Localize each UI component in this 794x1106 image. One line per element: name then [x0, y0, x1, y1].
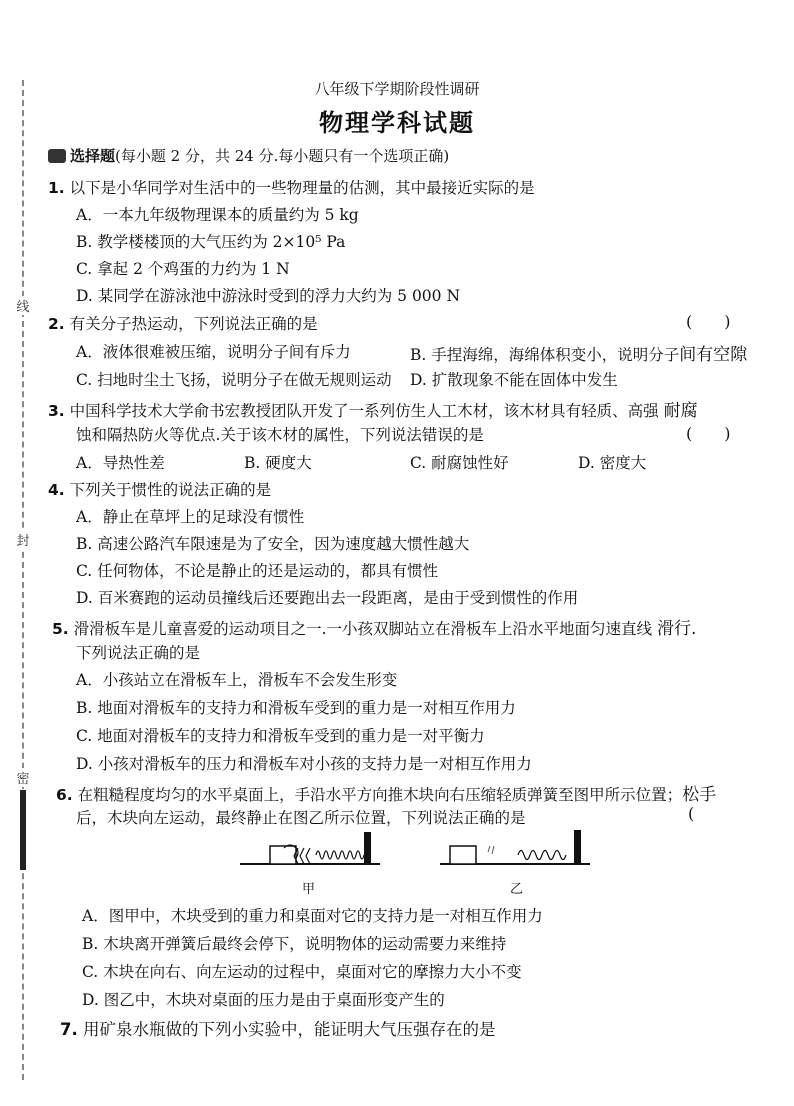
q4-option-a: A．静止在草坪上的足球没有惯性: [76, 508, 305, 526]
question-text: 用矿泉水瓶做的下列小实验中，能证明大气压强存在的是: [83, 1020, 496, 1039]
q6-option-b: B. 木块离开弹簧后最终会停下，说明物体的运动需要力来维持: [82, 935, 507, 953]
question-number: 6.: [56, 786, 73, 804]
q5-option-d: D. 小孩对滑板车的压力和滑板车对小孩的支持力是一对相互作用力: [76, 755, 532, 773]
binding-dashed-line: [22, 80, 24, 1080]
question-2-stem: [48, 312, 318, 334]
question-7-stem: [60, 1016, 496, 1040]
q6-answer-bracket: (: [688, 804, 695, 823]
question-text: 以下是小华同学对生活中的一些物理量的估测，其中最接近实际的是: [69, 179, 535, 197]
q6-option-d: D. 图乙中，木块对桌面的压力是由于桌面形变产生的: [82, 991, 445, 1009]
wall: [574, 830, 581, 864]
question-text: 滑滑板车是儿童喜爱的运动项目之一.一小孩双脚站立在滑板车上沿水平地面匀速直线: [73, 620, 653, 638]
question-text-bleed: 滑行.: [657, 619, 697, 639]
question-5-stem-line2: 下列说法正确的是: [76, 644, 201, 662]
compressed-spring: [316, 851, 364, 859]
section-title: 选择题: [70, 147, 116, 165]
wood-block: [270, 846, 296, 864]
q2-option-d: D. 扩散现象不能在固体中发生: [410, 371, 618, 389]
figure-label-jia: 甲: [302, 882, 316, 897]
question-text: 有关分子热运动，下列说法正确的是: [69, 315, 318, 333]
question-1-stem: [48, 176, 535, 198]
question-number: 2.: [48, 315, 65, 333]
question-text: 下列关于惯性的说法正确的是: [69, 481, 272, 499]
question-number: 7.: [60, 1020, 78, 1039]
wood-block: [450, 846, 476, 864]
figure-label-yi: 乙: [510, 882, 524, 897]
question-5-stem: [52, 614, 696, 639]
question-number: 5.: [52, 620, 69, 638]
question-3-stem-line2: 蚀和隔热防火等优点.关于该木材的属性，下列说法错误的是: [76, 426, 484, 444]
binding-mark-xian: 线: [14, 296, 32, 315]
q5-option-c: C. 地面对滑板车的支持力和滑板车受到的重力是一对平衡力: [76, 727, 485, 745]
section-heading: [48, 145, 449, 166]
q2-answer-bracket: ( ): [686, 312, 731, 331]
q3-option-d: D. 密度大: [578, 454, 647, 472]
binding-mark-feng: 封: [14, 530, 32, 549]
section-note: (每小题 2 分，共 24 分.每小题只有一个选项正确): [115, 147, 450, 165]
binding-mark-mi: 密: [14, 768, 32, 787]
relaxed-spring: [518, 851, 566, 860]
exam-title: 物理学科试题: [319, 108, 475, 137]
q3-answer-bracket: ( ): [686, 424, 731, 443]
question-number: 1.: [48, 179, 65, 197]
q1-option-c: C. 拿起 2 个鸡蛋的力约为 1 N: [76, 260, 290, 278]
q4-option-d: D. 百米赛跑的运动员撞线后还要跑出去一段距离，是由于受到惯性的作用: [76, 589, 579, 607]
q1-option-b: B. 教学楼楼顶的大气压约为 2×10⁵ Pa: [76, 233, 346, 251]
q4-option-b: B. 高速公路汽车限速是为了安全，因为速度越大惯性越大: [76, 535, 470, 553]
q3-option-b: B. 硬度大: [244, 454, 312, 472]
question-6-stem: [56, 780, 716, 805]
section-badge-icon: [48, 149, 66, 163]
binding-bar: [20, 790, 26, 870]
question-4-stem: [48, 478, 271, 500]
exam-subtitle: 八年级下学期阶段性调研: [314, 80, 480, 98]
spring-block-diagram: [240, 828, 600, 894]
q2-option-b: [410, 340, 747, 365]
wall: [364, 832, 371, 864]
q1-option-a: A．一本九年级物理课本的质量约为 5 kg: [76, 206, 359, 224]
q3-option-a: A．导热性差: [76, 454, 165, 472]
option-text-bleed: 间有空隙: [679, 345, 748, 365]
q5-option-a: A．小孩站立在滑板车上，滑板车不会发生形变: [76, 671, 398, 689]
q6-option-a: A．图甲中，木块受到的重力和桌面对它的支持力是一对相互作用力: [82, 907, 543, 925]
q2-option-c: C. 扫地时尘土飞扬，说明分子在做无规则运动: [76, 371, 392, 389]
question-text-bleed: 耐腐: [663, 401, 698, 421]
q5-option-b: B. 地面对滑板车的支持力和滑板车受到的重力是一对相互作用力: [76, 699, 516, 717]
question-text: 在粗糙程度均匀的水平桌面上，手沿水平方向推木块向右压缩轻质弹簧至图甲所示位置；: [77, 786, 683, 804]
question-number: 3.: [48, 402, 65, 420]
question-6-stem-line2: 后，木块向左运动，最终静止在图乙所示位置，下列说法正确的是: [76, 809, 526, 827]
question-3-stem: [48, 396, 698, 421]
q1-option-d: D. 某同学在游泳池中游泳时受到的浮力大约为 5 000 N: [76, 287, 461, 305]
q3-option-c: C. 耐腐蚀性好: [410, 454, 509, 472]
question-text: 中国科学技术大学俞书宏教授团队开发了一系列仿生人工木材，该木材具有轻质、高强: [69, 402, 659, 420]
motion-mark: [488, 846, 494, 854]
q2-option-a: A．液体很难被压缩，说明分子间有斥力: [76, 343, 351, 361]
option-text: B. 手捏海绵，海绵体积变小，说明分子: [410, 346, 680, 364]
figure-jia: [240, 832, 380, 864]
question-number: 4.: [48, 481, 65, 499]
figure-yi: [440, 830, 590, 864]
q4-option-c: C. 任何物体，不论是静止的还是运动的，都具有惯性: [76, 562, 439, 580]
q6-option-c: C. 木块在向右、向左运动的过程中，桌面对它的摩擦力大小不变: [82, 963, 522, 981]
question-text-bleed: 松手: [682, 785, 717, 805]
